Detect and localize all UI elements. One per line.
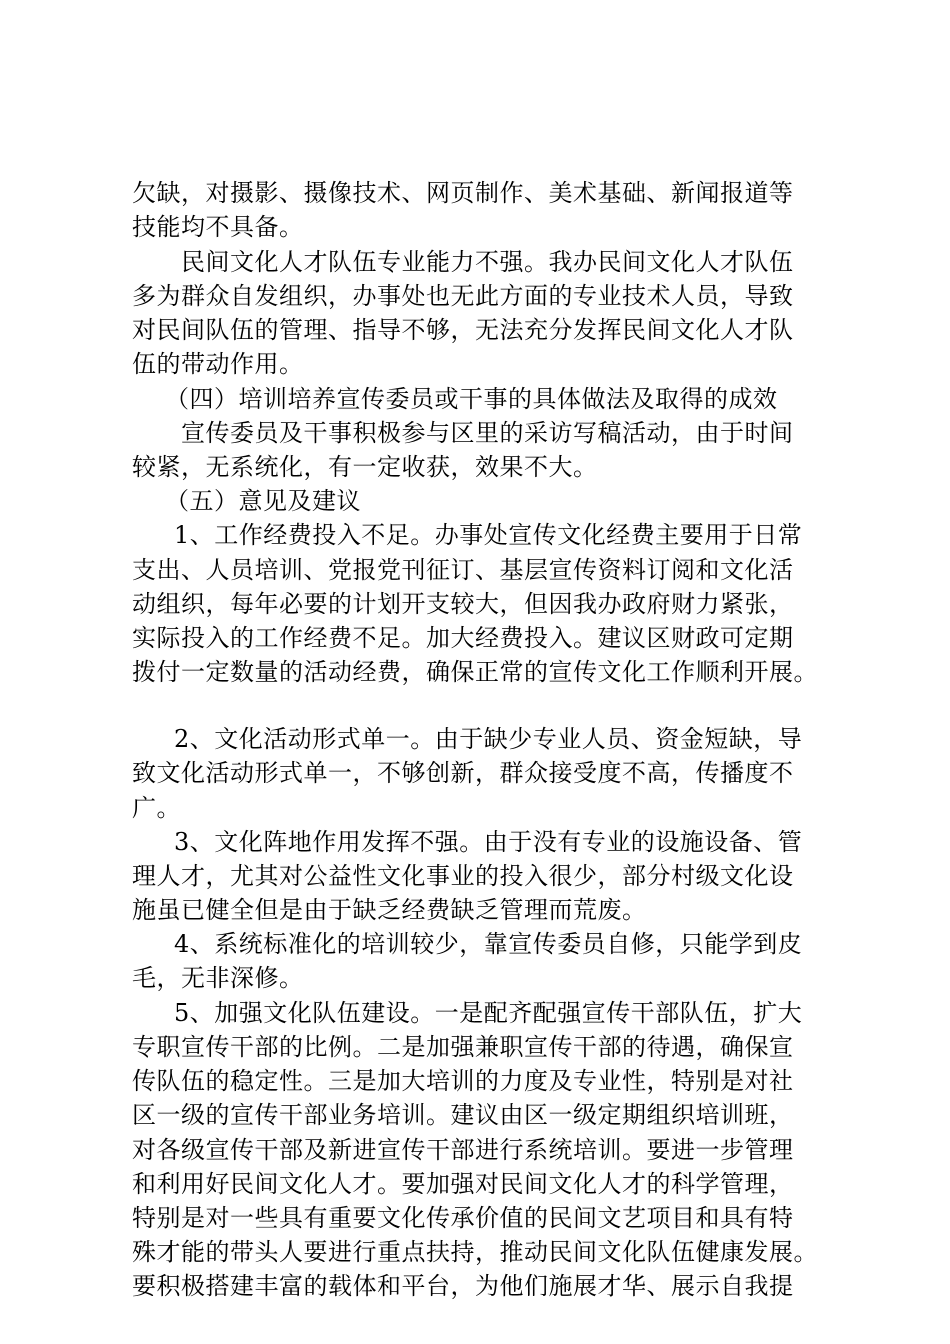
text-line: 技能均不具备。 — [132, 213, 304, 241]
text-line: 民间文化人才队伍专业能力不强。我办民间文化人才队伍 — [181, 248, 794, 276]
text-line: 和利用好民间文化人才。要加强对民间文化人才的科学管理， — [132, 1170, 794, 1198]
text-line: 致文化活动形式单一，不够创新，群众接受度不高，传播度不 — [132, 759, 794, 787]
text-line: 5、加强文化队伍建设。一是配齐配强宣传干部队伍，扩大 — [174, 999, 803, 1027]
text-line: 动组织，每年必要的计划开支较大，但因我办政府财力紧张， — [132, 590, 794, 618]
text-line: 欠缺，对摄影、摄像技术、网页制作、美术基础、新闻报道等 — [132, 179, 794, 207]
text-line: 支出、人员培训、党报党刊征订、基层宣传资料订阅和文化活 — [132, 556, 794, 584]
text-line: 理人才，尤其对公益性文化事业的投入很少，部分村级文化设 — [132, 862, 794, 890]
text-line: 毛，无非深修。 — [132, 964, 304, 992]
text-line: 传队伍的稳定性。三是加大培训的力度及专业性，特别是对社 — [132, 1067, 794, 1095]
text-line: 宣传委员及干事积极参与区里的采访写稿活动，由于时间 — [181, 419, 794, 447]
text-line: 实际投入的工作经费不足。加大经费投入。建议区财政可定期 — [132, 624, 794, 652]
text-line: 要积极搭建丰富的载体和平台，为他们施展才华、展示自我提 — [132, 1272, 794, 1300]
text-line: 多为群众自发组织，办事处也无此方面的专业技术人员，导致 — [132, 282, 794, 310]
section-heading: （五）意见及建议 — [165, 487, 361, 515]
text-line: 对民间队伍的管理、指导不够，无法充分发挥民间文化人才队 — [132, 316, 794, 344]
text-line: 较紧，无系统化，有一定收获，效果不大。 — [132, 453, 598, 481]
text-line: 拨付一定数量的活动经费，确保正常的宣传文化工作顺利开展。 — [132, 658, 818, 686]
text-line: 区一级的宣传干部业务培训。建议由区一级定期组织培训班， — [132, 1101, 794, 1129]
text-line: 广。 — [132, 794, 181, 822]
text-line: 对各级宣传干部及新进宣传干部进行系统培训。要进一步管理 — [132, 1136, 794, 1164]
text-line: 1、工作经费投入不足。办事处宣传文化经费主要用于日常 — [174, 521, 803, 549]
text-line: 伍的带动作用。 — [132, 350, 304, 378]
text-line: 殊才能的带头人要进行重点扶持，推动民间文化队伍健康发展。 — [132, 1238, 818, 1266]
text-line: 施虽已健全但是由于缺乏经费缺乏管理而荒废。 — [132, 896, 647, 924]
text-line: 特别是对一些具有重要文化传承价值的民间文艺项目和具有特 — [132, 1204, 794, 1232]
text-line: 3、文化阵地作用发挥不强。由于没有专业的设施设备、管 — [174, 828, 803, 856]
text-line: 2、文化活动形式单一。由于缺少专业人员、资金短缺，导 — [174, 725, 803, 753]
section-heading: （四）培训培养宣传委员或干事的具体做法及取得的成效 — [165, 385, 778, 413]
text-line: 4、系统标准化的培训较少，靠宣传委员自修，只能学到皮 — [174, 930, 803, 958]
text-line: 专职宣传干部的比例。二是加强兼职宣传干部的待遇，确保宣 — [132, 1033, 794, 1061]
